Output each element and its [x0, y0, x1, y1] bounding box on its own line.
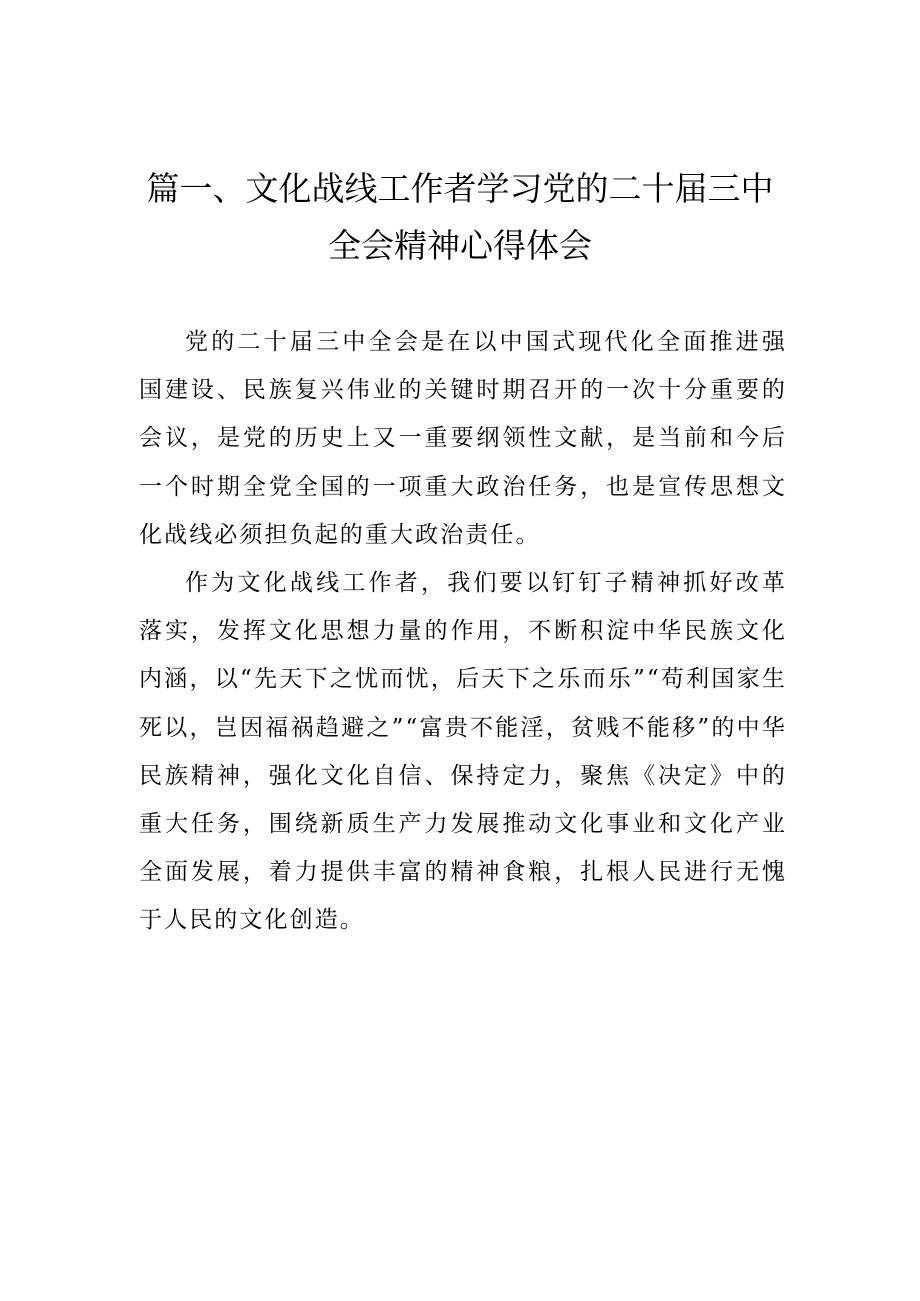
paragraph-2: 作为文化战线工作者，我们要以钉钉子精神抓好改革落实，发挥文化思想力量的作用，不断积淀中华民族文化内涵，以“先天下之忧而忧，后天下之乐而乐”“苟利国家生死以，岂因福祸趋避之”“富贵不能淫，贫贱不能移”的中华民族精神，强化文化自信、保持定力，聚焦《决定》中的重大任务，围绕新质生产力发展推动文化事业和文化产业全面发展，着力提供丰富的精神食粮，扎根人民进行无愧于人民的文化创造。 — [139, 570, 787, 934]
paragraph-1: 党的二十届三中全会是在以中国式现代化全面推进强国建设、民族复兴伟业的关键时期召开的一次十分重要的会议，是党的历史上又一重要纲领性文献，是当前和今后一个时期全党全国的一项重大政治任务，也是宣传思想文化战线必须担负起的重大政治责任。 — [139, 329, 787, 548]
title-line-1: 篇一、文化战线工作者学习党的二十届三中 — [146, 169, 774, 208]
document-title — [120, 160, 800, 274]
document-body — [139, 318, 787, 945]
title-line-2: 全会精神心得体会 — [328, 226, 592, 265]
